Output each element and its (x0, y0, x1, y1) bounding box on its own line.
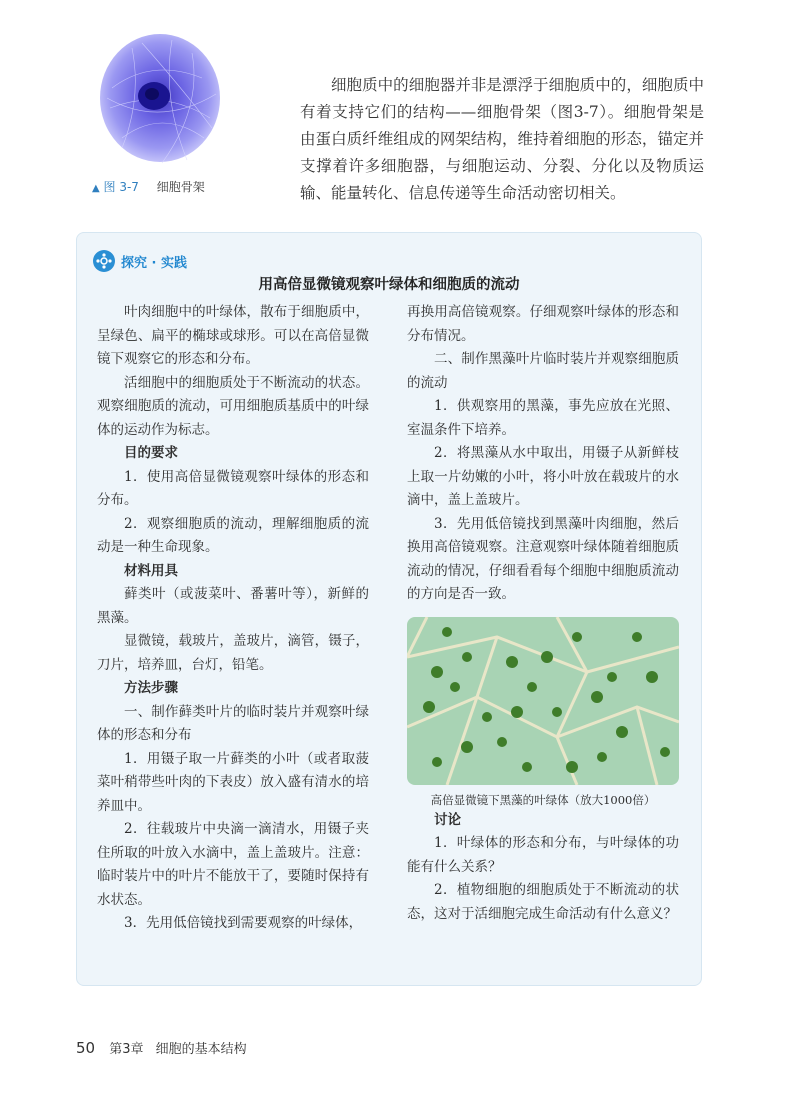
intro-paragraph: 细胞质中的细胞器并非是漂浮于细胞质中的，细胞质中有着支持它们的结构——细胞骨架（图3-7）。细胞骨架是由蛋白质纤维组成的网架结构，维持着细胞的形态，锚定并支撑着许多细胞器，与细胞运动、分裂、分化以及物质运输、能量转化、信息传递等生命活动密切相关。 (300, 76, 704, 202)
explore-practice-box (76, 232, 702, 986)
step1-1: 1．用镊子取一片藓类的小叶（或者取菠菜叶稍带些叶肉的下表皮）放入盛有清水的培养皿中。 (97, 750, 369, 814)
chapter-title: 细胞的基本结构 (155, 1042, 247, 1057)
chapter-number: 第3章 (109, 1042, 144, 1057)
discussion-q2: 2．植物细胞的细胞质处于不断流动的状态，这对于活细胞完成生命活动有什么意义？ (407, 882, 679, 922)
figure-caption (92, 178, 205, 195)
goal-2: 2．观察细胞质的流动，理解细胞质的流动是一种生命现象。 (97, 515, 369, 555)
goal-1: 1．使用高倍显微镜观察叶绿体的形态和分布。 (97, 468, 369, 508)
chloroplast-micrograph (407, 617, 679, 785)
page-footer (76, 1038, 247, 1057)
box-intro-2: 活细胞中的细胞质处于不断流动的状态。观察细胞质的流动，可用细胞质基质中的叶绿体的运动作为标志。 (97, 374, 369, 438)
materials-2: 显微镜，载玻片，盖玻片，滴管，镊子，刀片，培养皿，台灯，铅笔。 (97, 633, 369, 673)
part2-heading: 二、制作黑藻叶片临时装片并观察细胞质的流动 (407, 351, 679, 391)
figure-label: 细胞骨架 (156, 180, 205, 194)
box-intro-1: 叶肉细胞中的叶绿体，散布于细胞质中，呈绿色、扁平的椭球或球形。可以在高倍显微镜下观察它的形态和分布。 (97, 304, 369, 367)
part1-heading: 一、制作藓类叶片的临时装片并观察叶绿体的形态和分布 (97, 703, 369, 743)
step1-2: 2．往载玻片中央滴一滴清水，用镊子夹住所取的叶放入水滴中，盖上盖玻片。注意：临时装片中的叶片不能放干了，要随时保持有水状态。 (97, 821, 369, 908)
method-heading: 方法步骤 (124, 680, 178, 696)
discussion-heading: 讨论 (434, 811, 461, 828)
right-column (407, 301, 679, 926)
discussion-q1: 1．叶绿体的形态和分布，与叶绿体的功能有什么关系？ (407, 835, 679, 875)
figure-number: 图 3-7 (103, 180, 139, 194)
box-header (93, 250, 187, 272)
step1-3: 3．先用低倍镜找到需要观察的叶绿体， (124, 915, 363, 931)
step2-1: 1．供观察用的黑藻，事先应放在光照、室温条件下培养。 (407, 398, 679, 438)
left-column (97, 301, 369, 936)
step1-3-continued: 再换用高倍镜观察。仔细观察叶绿体的形态和分布情况。 (407, 304, 679, 344)
photo-caption: 高倍显微镜下黑藻的叶绿体（放大1000倍） (430, 792, 656, 807)
step2-3: 3．先用低倍镜找到黑藻叶肉细胞，然后换用高倍镜观察。注意观察叶绿体随着细胞质流动的情况，仔细看看每个细胞中细胞质流动的方向是否一致。 (407, 515, 679, 602)
page-number: 50 (76, 1039, 96, 1057)
goal-heading: 目的要求 (124, 445, 178, 461)
explore-icon (93, 250, 115, 272)
triangle-icon: ▲ (92, 183, 100, 194)
box-title: 用高倍显微镜观察叶绿体和细胞质的流动 (258, 277, 520, 293)
materials-1: 藓类叶（或菠菜叶、番薯叶等），新鲜的黑藻。 (97, 586, 369, 626)
materials-heading: 材料用具 (124, 562, 178, 579)
cytoskeleton-figure (92, 28, 232, 174)
box-label: 探究 · 实践 (121, 255, 187, 271)
step2-2: 2．将黑藻从水中取出，用镊子从新鲜枝上取一片幼嫩的小叶，将小叶放在载玻片的水滴中，盖上盖玻片。 (407, 445, 679, 508)
